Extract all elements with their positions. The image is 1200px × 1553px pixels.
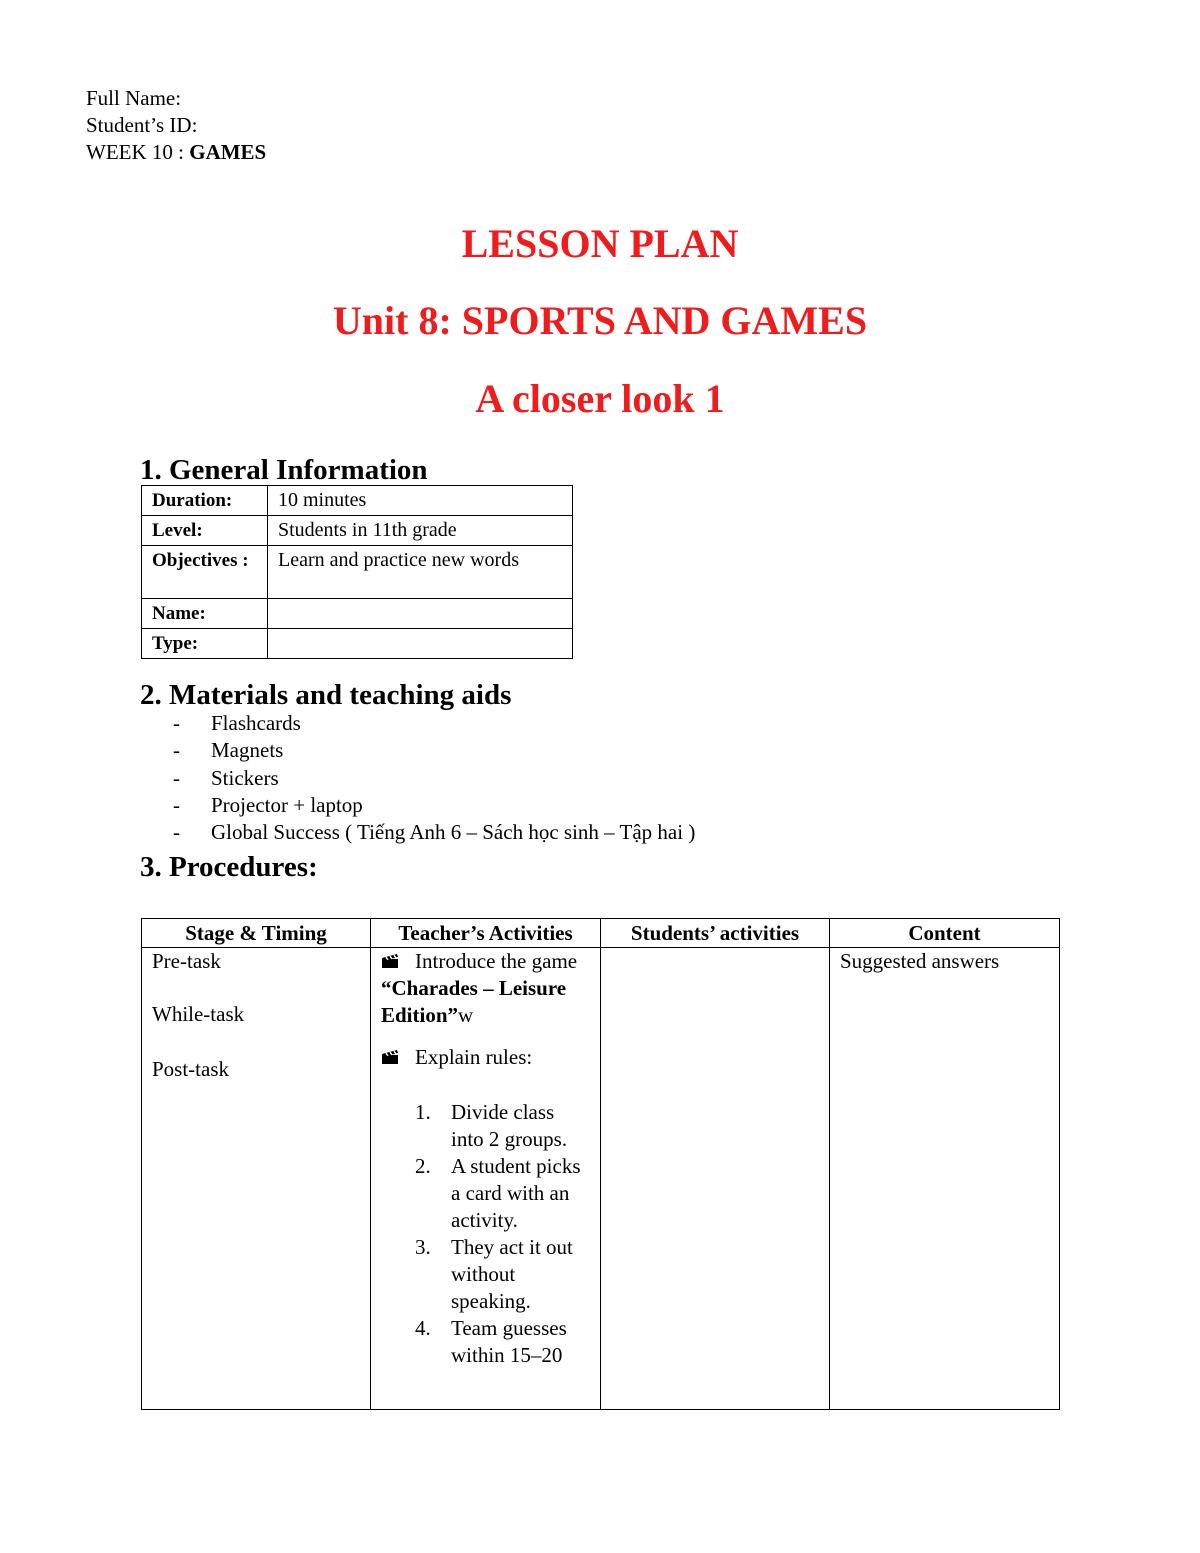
list-item: 2. A student picks a card with an activity.: [415, 1154, 581, 1232]
column-header-students: Students’ activities: [601, 919, 830, 948]
stage-cell: [142, 948, 371, 1410]
stage-while-task: While-task: [152, 1002, 245, 1026]
general-info-heading: 1. General Information: [140, 454, 428, 486]
info-value: Students in 11th grade: [268, 516, 573, 546]
info-key: Name:: [142, 599, 268, 629]
material-text: Projector + laptop: [211, 792, 363, 817]
list-item: - Magnets: [173, 738, 284, 763]
week-line: [86, 139, 266, 166]
list-item: - Stickers: [173, 765, 279, 790]
title-lesson-plan: LESSON PLAN: [461, 221, 739, 266]
list-item: 1. Divide class into 2 groups.: [415, 1100, 568, 1151]
info-key: Objectives :: [142, 546, 268, 599]
column-header-teacher: Teacher’s Activities: [371, 919, 601, 948]
info-row: [142, 599, 573, 629]
week-topic: GAMES: [189, 140, 267, 164]
rules-list: [381, 1099, 590, 1369]
info-key: Type:: [142, 629, 268, 659]
info-key: Level:: [142, 516, 268, 546]
table-header-row: [142, 919, 1060, 948]
info-key: Duration:: [142, 486, 268, 516]
rules-label: Explain rules:: [415, 1045, 533, 1069]
info-row: [142, 516, 573, 546]
info-value: 10 minutes: [268, 486, 573, 516]
clapperboard-icon: [381, 948, 415, 975]
list-item: - Global Success ( Tiếng Anh 6 – Sách học sinh – Tập hai ): [173, 820, 696, 845]
rule-text: A student picks a card with an activity.: [451, 1154, 581, 1232]
stage-pre-task: Pre-task: [152, 949, 221, 973]
rules-paragraph: [381, 1044, 590, 1071]
info-value: Learn and practice new words: [268, 546, 573, 599]
clapperboard-icon: [381, 1044, 415, 1071]
rule-text: Divide class into 2 groups.: [451, 1100, 568, 1151]
materials-list: [173, 710, 695, 846]
stage-post-task: Post-task: [152, 1057, 230, 1081]
info-row: [142, 629, 573, 659]
info-value: [268, 629, 573, 659]
list-item: 4. Team guesses within 15–20: [415, 1316, 567, 1367]
game-name: “Charades – Leisure Edition”: [381, 976, 567, 1027]
materials-heading: 2. Materials and teaching aids: [140, 679, 512, 711]
general-info-table: [141, 485, 573, 659]
material-text: Global Success ( Tiếng Anh 6 – Sách học sinh – Tập hai ): [211, 820, 696, 845]
students-activities-cell: [601, 948, 830, 1410]
intro-text: Introduce the game: [415, 949, 578, 973]
intro-trailing: w: [458, 1003, 474, 1027]
procedures-heading: 3. Procedures:: [140, 851, 318, 883]
column-header-stage: Stage & Timing: [142, 919, 371, 948]
rule-text: They act it out without speaking.: [451, 1235, 573, 1313]
info-value: [268, 599, 573, 629]
full-name-label: Full Name:: [86, 86, 182, 110]
rule-text: Team guesses within 15–20: [451, 1316, 567, 1367]
content-cell: Suggested answers: [830, 948, 1060, 1410]
teacher-activities-cell: [371, 948, 601, 1410]
title-unit: Unit 8: SPORTS AND GAMES: [332, 298, 868, 343]
title-lesson: A closer look 1: [475, 376, 725, 421]
column-header-content: Content: [830, 919, 1060, 948]
info-row: [142, 486, 573, 516]
material-text: Flashcards: [211, 711, 301, 735]
list-item: - Flashcards: [173, 711, 301, 735]
intro-paragraph: [381, 948, 590, 1029]
info-row: [142, 546, 573, 599]
list-item: - Projector + laptop: [173, 792, 363, 817]
student-id-label: Student’s ID:: [86, 113, 198, 137]
week-label: WEEK 10 :: [86, 140, 190, 164]
list-item: 3. They act it out without speaking.: [415, 1235, 573, 1313]
material-text: Stickers: [211, 765, 279, 790]
material-text: Magnets: [211, 738, 284, 763]
procedures-table: [141, 918, 1060, 1410]
table-row: [142, 948, 1060, 1410]
